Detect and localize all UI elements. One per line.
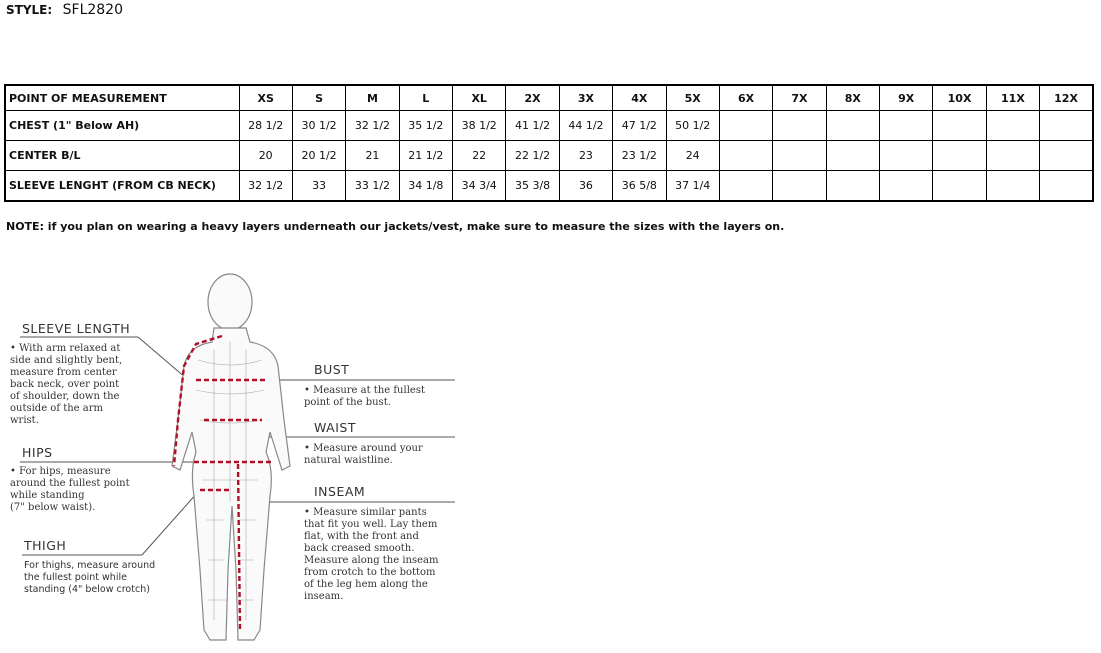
size-chart-table <box>4 84 1094 202</box>
table-cell: 36 5/8 <box>613 171 666 202</box>
sleeve-length-heading: SLEEVE LENGTH <box>22 321 131 336</box>
table-cell: 35 1/2 <box>399 111 452 141</box>
table-cell: 41 1/2 <box>506 111 559 141</box>
size-header: S <box>292 85 345 111</box>
head <box>208 274 252 330</box>
table-cell <box>880 171 933 202</box>
table-cell <box>826 111 879 141</box>
size-header: 12X <box>1040 85 1093 111</box>
table-cell: 23 <box>559 141 612 171</box>
table-cell: 21 <box>346 141 399 171</box>
thigh-heading: THIGH <box>24 538 67 553</box>
table-cell <box>719 111 772 141</box>
table-cell <box>880 141 933 171</box>
body-outline <box>172 274 290 640</box>
table-cell: 30 1/2 <box>292 111 345 141</box>
hips-text: • For hips, measure around the fullest point while standing (7" below waist). <box>10 466 130 513</box>
table-cell: 50 1/2 <box>666 111 719 141</box>
table-cell: 28 1/2 <box>239 111 292 141</box>
table-cell: 32 1/2 <box>239 171 292 202</box>
table-cell <box>719 141 772 171</box>
style-value: SFL2820 <box>62 2 123 18</box>
size-header: 6X <box>719 85 772 111</box>
table-cell: 33 <box>292 171 345 202</box>
table-cell: 37 1/4 <box>666 171 719 202</box>
row-label: SLEEVE LENGHT (FROM CB NECK) <box>5 171 239 202</box>
waist-heading: WAIST <box>314 420 356 435</box>
table-cell: 36 <box>559 171 612 202</box>
bust-heading: BUST <box>314 362 350 377</box>
table-cell: 22 1/2 <box>506 141 559 171</box>
measurement-figure <box>0 270 480 653</box>
table-cell: 21 1/2 <box>399 141 452 171</box>
row-label: CHEST (1" Below AH) <box>5 111 239 141</box>
size-header: 10X <box>933 85 986 111</box>
layering-note: NOTE: if you plan on wearing a heavy layers underneath our jackets/vest, make sure to measure the sizes with the layers on. <box>6 220 785 233</box>
row-label: CENTER B/L <box>5 141 239 171</box>
table-cell <box>1040 171 1093 202</box>
table-cell: 34 3/4 <box>453 171 506 202</box>
table-cell: 47 1/2 <box>613 111 666 141</box>
table-cell: 33 1/2 <box>346 171 399 202</box>
table-cell <box>1040 111 1093 141</box>
table-cell: 32 1/2 <box>346 111 399 141</box>
table-cell <box>826 141 879 171</box>
hips-heading: HIPS <box>22 445 53 460</box>
inseam-text: • Measure similar pants that fit you well. Lay them flat, with the front and back creased smooth. Measure along the inseam from crotch to the bottom of the leg hem along the inseam. <box>304 507 439 602</box>
torso <box>172 328 290 640</box>
table-cell <box>933 171 986 202</box>
bust-text: • Measure at the fullest point of the bust. <box>304 385 425 408</box>
thigh-leader-line <box>142 492 198 555</box>
size-header: 3X <box>559 85 612 111</box>
table-cell <box>986 171 1039 202</box>
size-header: M <box>346 85 399 111</box>
table-cell: 44 1/2 <box>559 111 612 141</box>
style-line <box>6 2 123 18</box>
size-header: 9X <box>880 85 933 111</box>
table-cell <box>773 141 826 171</box>
table-cell <box>773 171 826 202</box>
style-label: STYLE: <box>6 3 53 17</box>
table-cell: 23 1/2 <box>613 141 666 171</box>
table-cell <box>986 111 1039 141</box>
table-cell: 35 3/8 <box>506 171 559 202</box>
table-cell <box>933 111 986 141</box>
sleeve-length-text: • With arm relaxed at side and slightly bent, measure from center back neck, over point of shoulder, down the outside of the arm wrist. <box>10 343 123 426</box>
table-cell: 38 1/2 <box>453 111 506 141</box>
table-cell: 20 1/2 <box>292 141 345 171</box>
thigh-text: For thighs, measure around the fullest point while standing (4" below crotch) <box>24 560 156 595</box>
table-cell <box>1040 141 1093 171</box>
inseam-heading: INSEAM <box>314 484 366 499</box>
size-header: 5X <box>666 85 719 111</box>
table-cell <box>933 141 986 171</box>
point-of-measurement-header: POINT OF MEASUREMENT <box>5 85 239 111</box>
table-cell: 20 <box>239 141 292 171</box>
table-cell <box>773 111 826 141</box>
size-header: 7X <box>773 85 826 111</box>
size-header: 8X <box>826 85 879 111</box>
size-header: XS <box>239 85 292 111</box>
size-header: 2X <box>506 85 559 111</box>
waist-text: • Measure around your natural waistline. <box>304 443 423 466</box>
size-header: 4X <box>613 85 666 111</box>
table-row <box>5 111 1093 141</box>
table-cell <box>826 171 879 202</box>
size-header-row <box>5 85 1093 111</box>
table-cell: 24 <box>666 141 719 171</box>
table-row <box>5 171 1093 202</box>
table-cell <box>986 141 1039 171</box>
table-cell <box>719 171 772 202</box>
table-cell: 34 1/8 <box>399 171 452 202</box>
table-cell: 22 <box>453 141 506 171</box>
table-cell <box>880 111 933 141</box>
table-row <box>5 141 1093 171</box>
size-header: 11X <box>986 85 1039 111</box>
sleeve-leader-line <box>138 337 186 378</box>
size-header: L <box>399 85 452 111</box>
size-header: XL <box>453 85 506 111</box>
